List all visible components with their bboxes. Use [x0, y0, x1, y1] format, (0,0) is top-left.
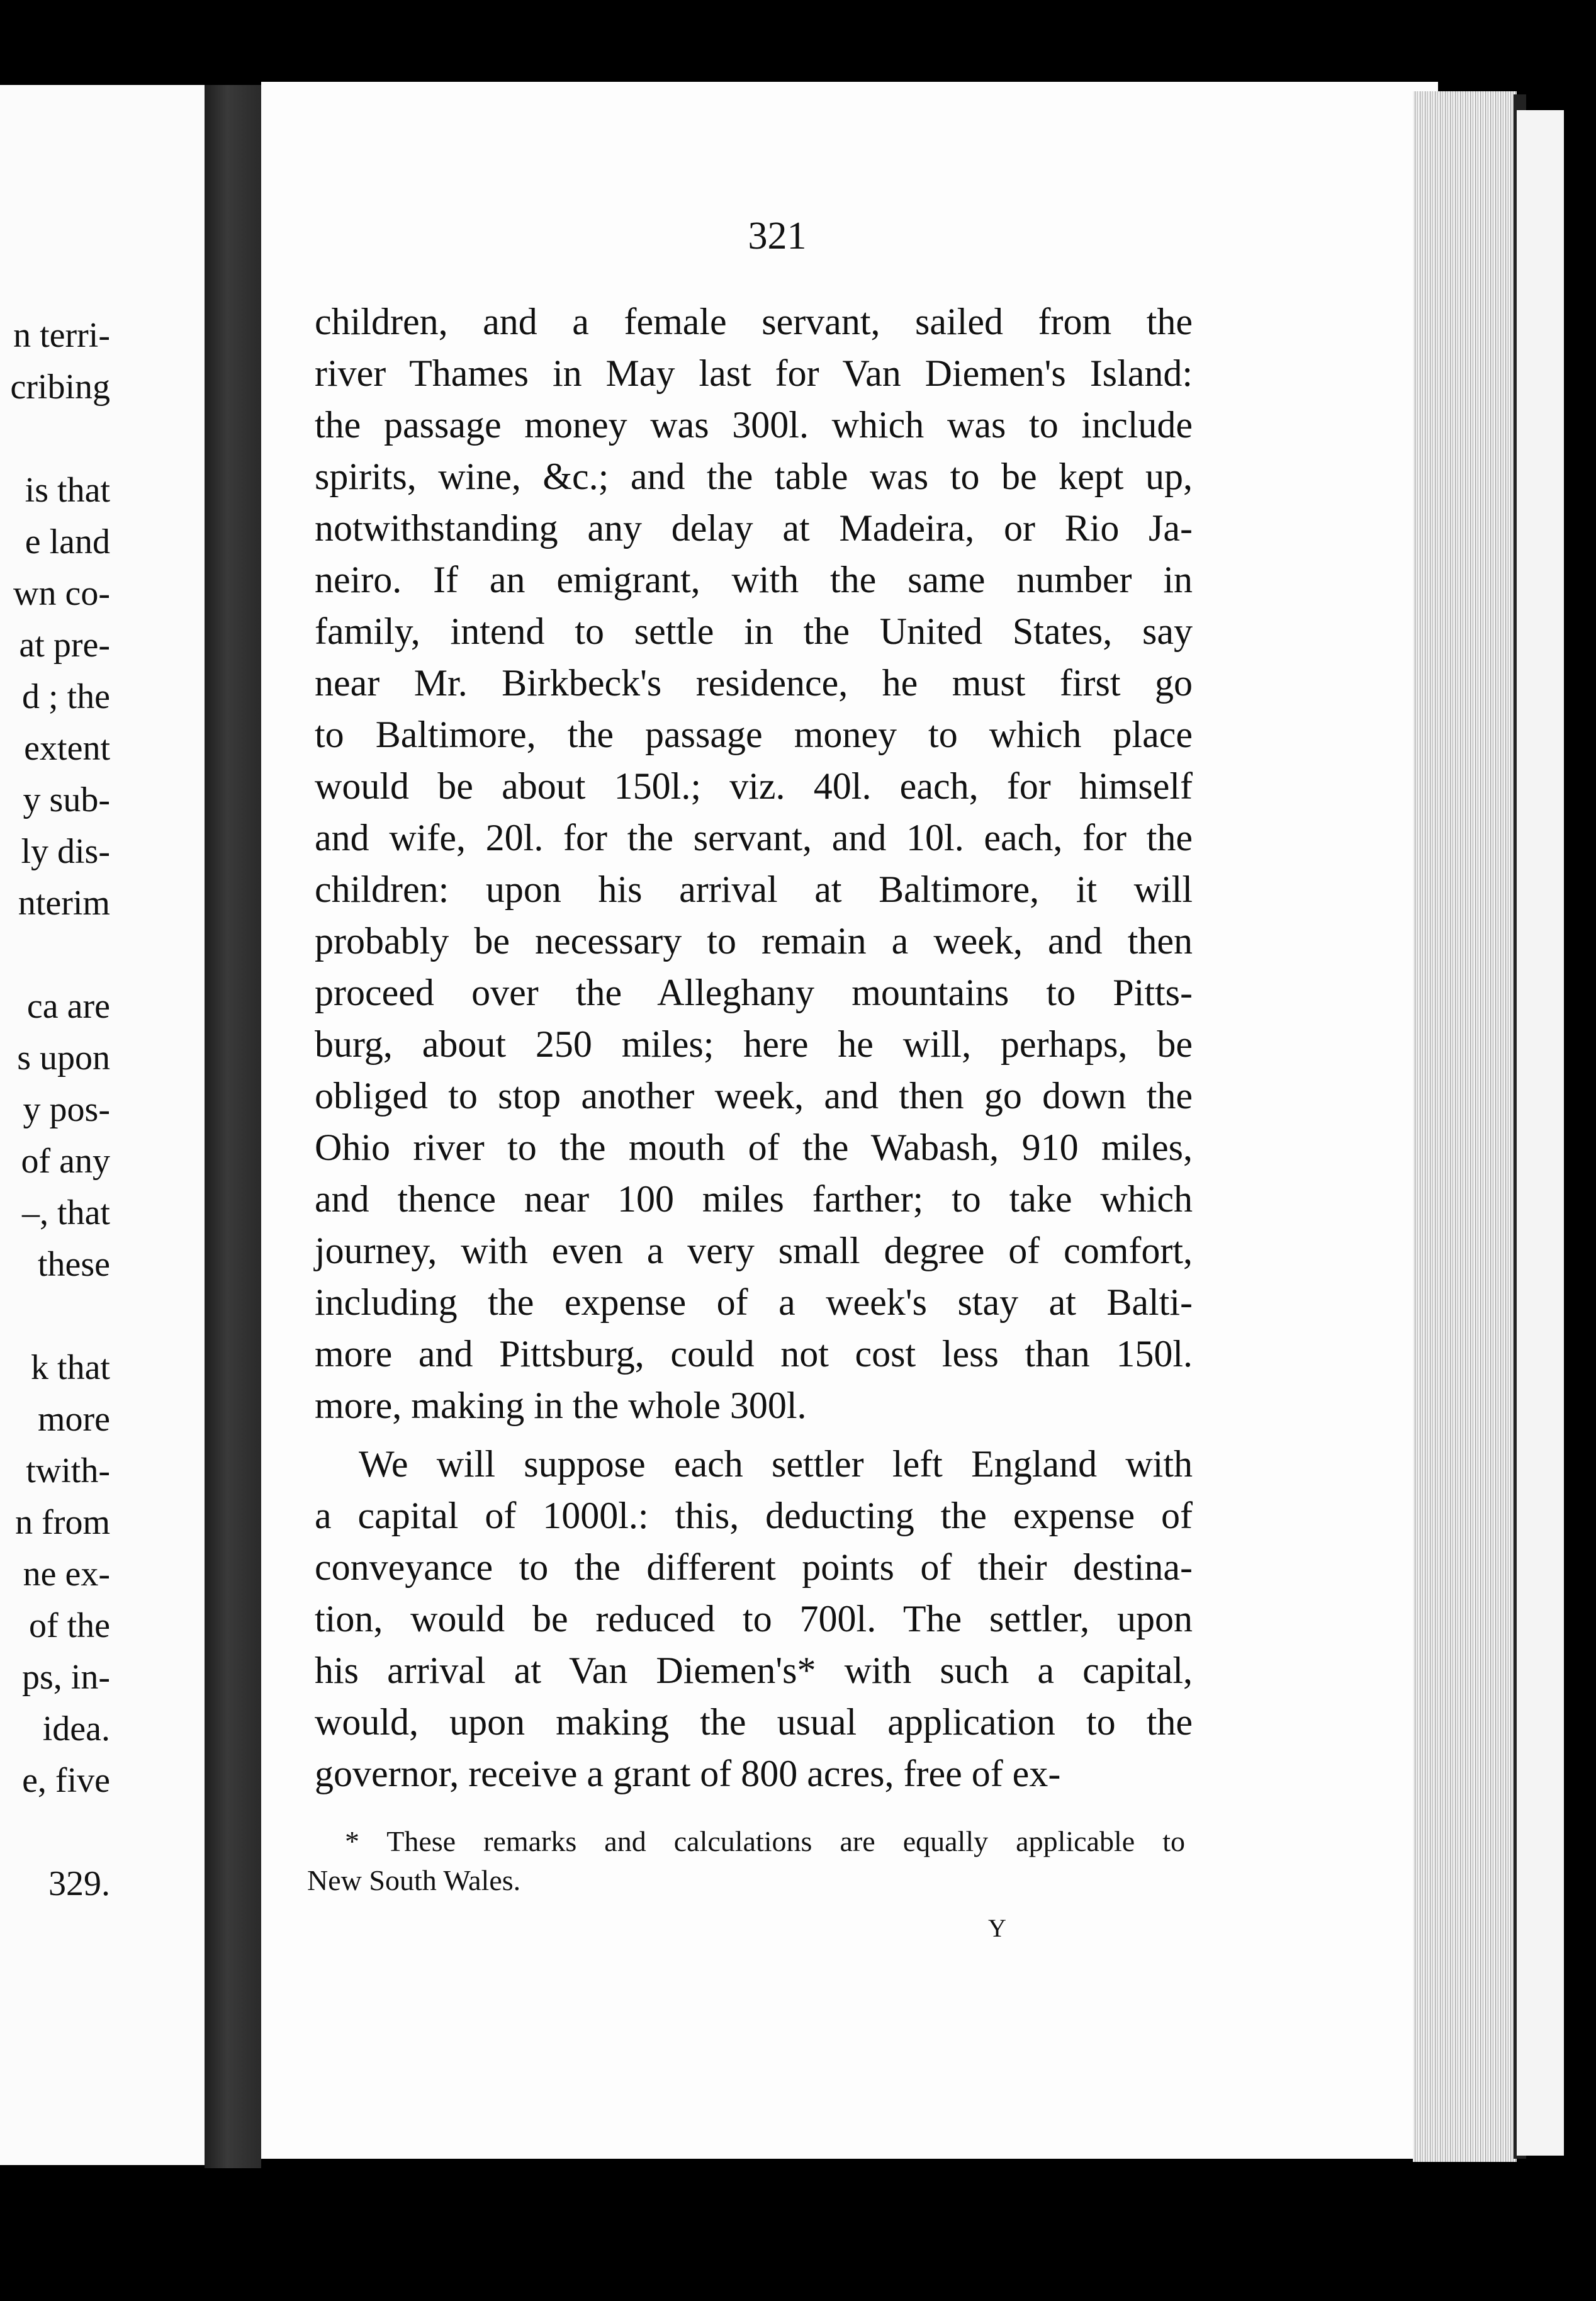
- text-line: conveyance to the different points of their destina-: [315, 1546, 1193, 1588]
- text-line: to Baltimore, the passage money to which place: [315, 714, 1193, 755]
- text-line: children, and a female servant, sailed from the: [315, 301, 1193, 342]
- text-line: more, making in the whole 300l.: [315, 1385, 807, 1426]
- left-page-line: d ; the: [22, 677, 110, 716]
- text-line: New South Wales.: [307, 1864, 521, 1896]
- text-line: journey, with even a very small degree of comfort,: [315, 1230, 1193, 1271]
- book-gutter: [205, 85, 261, 2168]
- text-line: would be about 150l.; viz. 40l. each, for himself: [315, 765, 1193, 807]
- text-line: proceed over the Alleghany mountains to Pitts-: [315, 972, 1193, 1013]
- left-page-line: ne ex-: [23, 1555, 110, 1594]
- text-line: burg, about 250 miles; here he will, perhaps, be: [315, 1023, 1193, 1065]
- left-page-line: nterim: [18, 884, 110, 923]
- text-line: the passage money was 300l. which was to include: [315, 404, 1193, 446]
- left-page-line: wn co-: [13, 574, 110, 613]
- text-line: neiro. If an emigrant, with the same number in: [315, 559, 1193, 600]
- left-page-line: ca are: [26, 987, 110, 1026]
- text-line: tion, would be reduced to 700l. The settler, upon: [315, 1598, 1193, 1640]
- back-cover-board: [1517, 110, 1564, 2156]
- left-page-line: n terri-: [13, 316, 110, 355]
- text-line: and thence near 100 miles farther; to take which: [315, 1178, 1193, 1220]
- text-line: including the expense of a week's stay at Balti-: [315, 1281, 1193, 1323]
- text-line: a capital of 1000l.: this, deducting the expense of: [315, 1495, 1193, 1536]
- left-page-line: is that: [25, 471, 110, 510]
- left-page-line: cribing: [10, 368, 110, 407]
- text-line: spirits, wine, &c.; and the table was to be kept up,: [315, 456, 1193, 497]
- left-page-line: ps, in-: [22, 1658, 110, 1697]
- text-line: would, upon making the usual application to the: [315, 1701, 1193, 1743]
- text-line: notwithstanding any delay at Madeira, or Rio Ja-: [315, 507, 1193, 549]
- text-line: and wife, 20l. for the servant, and 10l. each, for the: [315, 817, 1193, 858]
- signature-mark: Y: [988, 1914, 1006, 1942]
- left-page-line: of any: [21, 1142, 110, 1181]
- left-page-line: e, five: [22, 1761, 110, 1800]
- text-line: river Thames in May last for Van Diemen's Island:: [315, 352, 1193, 394]
- page-edges: [1413, 91, 1517, 2162]
- page-number: 321: [748, 215, 807, 257]
- left-page-line: s upon: [17, 1038, 110, 1077]
- left-page-line: 329.: [48, 1864, 110, 1903]
- text-line: children: upon his arrival at Baltimore, it will: [315, 869, 1193, 910]
- left-page-line: n from: [15, 1503, 110, 1542]
- text-line: near Mr. Birkbeck's residence, he must first go: [315, 662, 1193, 704]
- footnote: [307, 1822, 1185, 1900]
- text-line: more and Pittsburg, could not cost less than 150l.: [315, 1333, 1193, 1375]
- text-line: * These remarks and calculations are equally applicable to: [345, 1825, 1185, 1857]
- text-line: probably be necessary to remain a week, and then: [315, 920, 1193, 962]
- text-line: obliged to stop another week, and then go down the: [315, 1075, 1193, 1117]
- text-line: his arrival at Van Diemen's* with such a capital,: [315, 1650, 1193, 1691]
- left-page-line: more: [37, 1400, 110, 1439]
- left-page-line: k that: [31, 1348, 110, 1387]
- left-page-line: of the: [28, 1606, 110, 1645]
- left-page-line: e land: [25, 522, 110, 561]
- left-page-line: –, that: [22, 1193, 110, 1232]
- left-page-line: twith-: [26, 1451, 110, 1490]
- paragraph-2: [315, 1438, 1193, 1799]
- text-line: family, intend to settle in the United States, say: [315, 610, 1193, 652]
- text-line: We will suppose each settler left England with: [359, 1443, 1193, 1485]
- text-line: governor, receive a grant of 800 acres, free of ex-: [315, 1753, 1061, 1794]
- left-page-line: extent: [24, 729, 110, 768]
- left-page-line: ly dis-: [21, 832, 110, 871]
- left-page-line: at pre-: [19, 626, 110, 665]
- left-page-line: these: [37, 1245, 110, 1284]
- left-page-line: y pos-: [23, 1090, 110, 1129]
- left-page-line: y sub-: [23, 780, 110, 819]
- text-line: Ohio river to the mouth of the Wabash, 910 miles,: [315, 1127, 1193, 1168]
- left-page-line: idea.: [42, 1709, 110, 1748]
- paragraph-1: [315, 296, 1193, 1431]
